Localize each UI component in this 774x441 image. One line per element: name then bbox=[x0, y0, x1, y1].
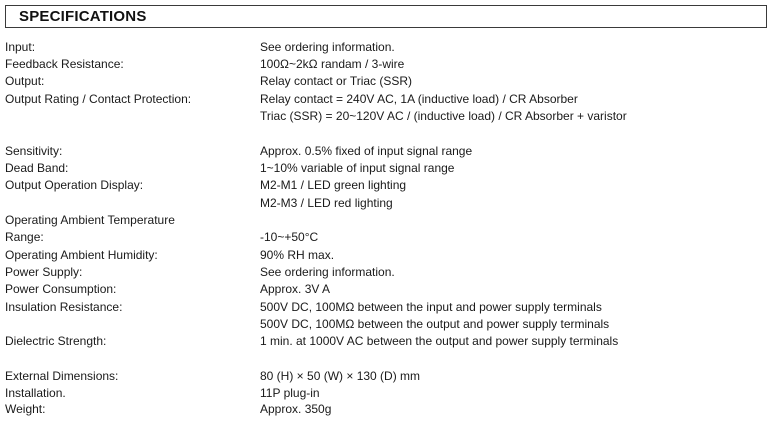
spec-label: Output Operation Display: bbox=[5, 178, 144, 192]
spec-value: See ordering information. bbox=[260, 265, 395, 279]
spec-label: Insulation Resistance: bbox=[5, 300, 123, 314]
spec-label: Dielectric Strength: bbox=[5, 334, 107, 348]
spec-row-power-consumption bbox=[0, 281, 774, 298]
spec-value: 1 min. at 1000V AC between the output and power supply terminals bbox=[260, 334, 619, 348]
spec-row-operating-ambient-humidity bbox=[0, 247, 774, 264]
spec-value: Approx. 0.5% fixed of input signal range bbox=[260, 144, 473, 158]
spec-label: Sensitivity: bbox=[5, 144, 63, 158]
spec-value: 11P plug-in bbox=[260, 386, 320, 400]
spec-label: Power Supply: bbox=[5, 265, 83, 279]
spec-label: Input: bbox=[5, 40, 36, 54]
spec-label: Output Rating / Contact Protection: bbox=[5, 92, 192, 106]
spec-row-output bbox=[0, 73, 774, 90]
spec-row-insulation-resistance bbox=[0, 299, 774, 316]
spec-value: See ordering information. bbox=[260, 40, 395, 54]
spec-label: Installation. bbox=[5, 386, 66, 400]
spec-label: Feedback Resistance: bbox=[5, 57, 124, 71]
spec-row-range bbox=[0, 229, 774, 246]
spec-row-operating-ambient-temperature bbox=[0, 212, 774, 229]
spec-value: M2-M1 / LED green lighting bbox=[260, 178, 407, 192]
spec-label: Operating Ambient Temperature bbox=[5, 213, 175, 227]
spec-row-external-dimensions bbox=[0, 368, 774, 385]
spec-value: 90% RH max. bbox=[260, 248, 335, 262]
spec-value: Relay contact = 240V AC, 1A (inductive load) / CR Absorber bbox=[260, 92, 578, 106]
spec-label: Power Consumption: bbox=[5, 282, 117, 296]
spec-value: -10~+50°C bbox=[260, 230, 319, 244]
spec-value: Approx. 350g bbox=[260, 402, 332, 416]
spec-value: 100Ω~2kΩ randam / 3-wire bbox=[260, 57, 405, 71]
spec-value: 500V DC, 100MΩ between the input and power supply terminals bbox=[260, 300, 602, 314]
spec-value: Relay contact or Triac (SSR) bbox=[260, 74, 413, 88]
section-title: SPECIFICATIONS bbox=[19, 8, 147, 25]
spec-value: 500V DC, 100MΩ between the output and power supply terminals bbox=[260, 317, 610, 331]
spec-row-installation bbox=[0, 385, 774, 402]
spec-row-output-operation-display bbox=[0, 177, 774, 194]
spec-value: M2-M3 / LED red lighting bbox=[260, 196, 393, 210]
spec-label: Operating Ambient Humidity: bbox=[5, 248, 158, 262]
spec-value: 1~10% variable of input signal range bbox=[260, 161, 455, 175]
spec-value: 80 (H) × 50 (W) × 130 (D) mm bbox=[260, 369, 421, 383]
spec-value: Triac (SSR) = 20~120V AC / (inductive load) / CR Absorber + varistor bbox=[260, 109, 627, 123]
spec-label: Dead Band: bbox=[5, 161, 69, 175]
spec-value: Approx. 3V A bbox=[260, 282, 331, 296]
spec-label: Range: bbox=[5, 230, 44, 244]
spec-row-output-rating-triac bbox=[0, 108, 774, 125]
spec-label: Output: bbox=[5, 74, 45, 88]
spec-row-output-rating bbox=[0, 91, 774, 108]
spec-label: Weight: bbox=[5, 402, 46, 416]
spec-row-dead-band bbox=[0, 160, 774, 177]
spec-row-power-supply bbox=[0, 264, 774, 281]
spec-row-insulation-resistance-output bbox=[0, 316, 774, 333]
spec-row-weight bbox=[0, 401, 774, 418]
spec-row-input bbox=[0, 39, 774, 56]
spec-row-dielectric-strength bbox=[0, 333, 774, 350]
spec-row-output-operation-display-red bbox=[0, 195, 774, 212]
spec-row-feedback-resistance bbox=[0, 56, 774, 73]
spec-label: External Dimensions: bbox=[5, 369, 119, 383]
spec-row-sensitivity bbox=[0, 143, 774, 160]
